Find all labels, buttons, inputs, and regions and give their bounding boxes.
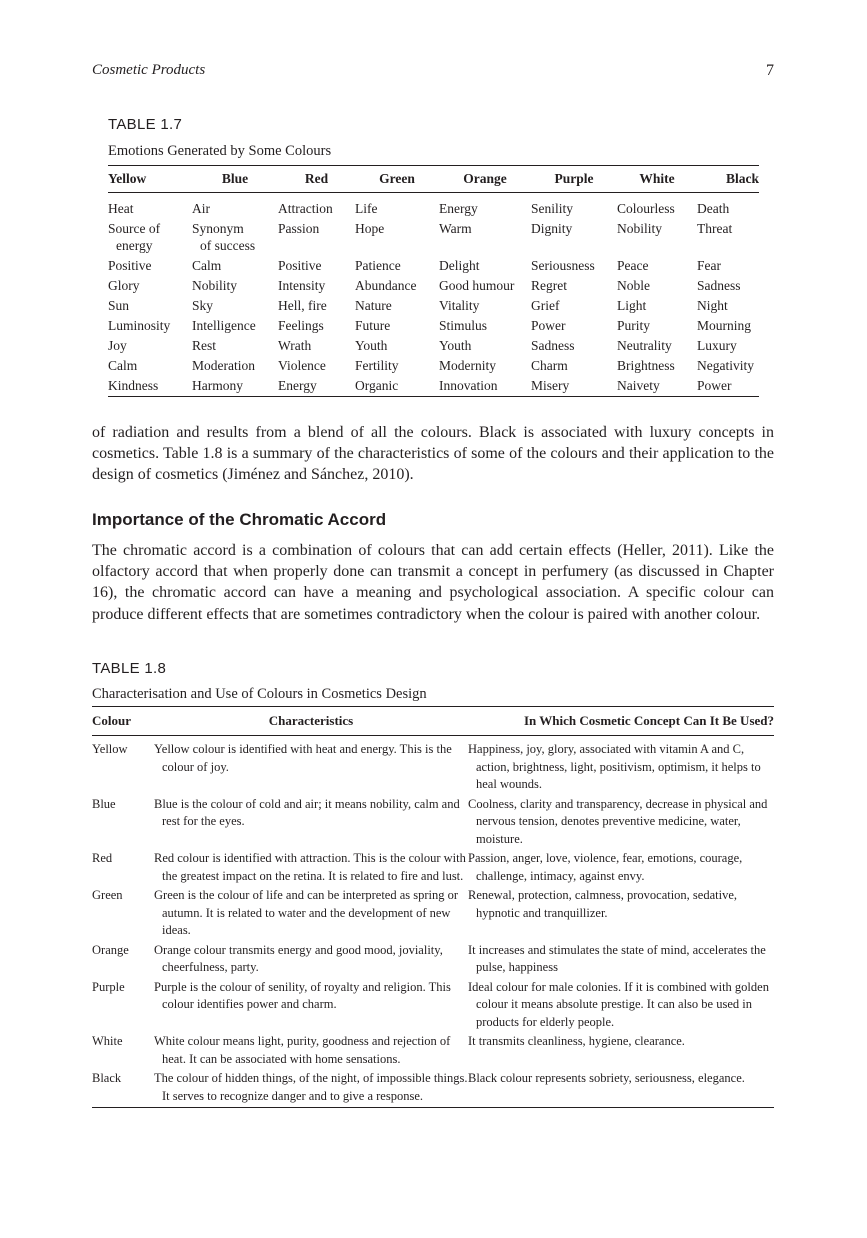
table-cell [108,356,192,376]
table-cell [617,296,697,316]
cell-line: Youth [355,338,388,353]
cell-line: Positive [108,258,152,273]
table-cell [108,276,192,296]
cell-line: Life [355,201,378,216]
table-row [92,741,774,796]
cell-line: Peace [617,258,649,273]
cell-line: Abundance [355,278,417,293]
table-cell [439,199,531,219]
cell-text: Coolness, clarity and transparency, decrease in physical and nervous tension, denotes preventive medicine, water, moisture. [468,796,768,846]
table-1-7-caption: Emotions Generated by Some Colours [108,143,332,159]
table-cell [439,219,531,256]
cell-line: Rest [192,338,217,353]
table-cell [531,276,617,296]
table-1-7-label: TABLE 1.7 [108,116,183,133]
table-cell [697,296,759,316]
table-row [108,336,759,356]
table-cell-colour [92,796,154,851]
cell-line: Fear [697,258,721,273]
table-1-7-header-cell: Purple [554,171,594,186]
header-colour: Colour [92,713,131,728]
table-cell [278,276,355,296]
cell-line: Violence [278,358,326,373]
cell-line: Attraction [278,201,333,216]
paragraph-2: The chromatic accord is a combination of colours that can add certain effects (Heller, 2011). Like the olfactory accord that when properly done can transmit a concept in perfumery (as discussed in Chapter 16), the chromatic accord can have a meaning and psychological association. A specific colour can produce different effects that are sometimes contradictory when the colour is paired with another colour. [92,542,774,623]
cell-line: Feelings [278,318,324,333]
cell-line: Power [697,378,732,393]
cell-text: Blue [92,796,116,811]
cell-text: Black colour represents sobriety, seriousness, elegance. [468,1071,745,1085]
cell-text: Happiness, joy, glory, associated with vitamin A and C, action, brightness, light, positivism, optimism, it helps to heal wounds. [468,742,761,791]
table-cell-characteristics [154,1033,468,1070]
cell-line: Patience [355,258,401,273]
table-cell [617,256,697,276]
cell-line: Senility [531,201,574,216]
table-cell [439,356,531,376]
cell-line: Calm [192,258,222,273]
cell-line: Death [697,201,730,216]
table-cell [355,219,439,256]
table-cell [531,199,617,219]
table-cell-characteristics [154,741,468,796]
table-cell [439,276,531,296]
table-1-8-header-row [92,707,774,736]
cell-line: Threat [697,221,733,236]
table-row [108,296,759,316]
table-cell [278,296,355,316]
table-cell [355,356,439,376]
cell-text: Yellow [92,742,128,756]
table-cell-concept [468,942,774,979]
table-cell [697,256,759,276]
table-cell [697,199,759,219]
table-cell [108,219,192,256]
cell-text: Blue is the colour of cold and air; it means nobility, calm and rest for the eyes. [154,796,460,828]
table-cell-colour [92,979,154,1034]
table-cell [617,336,697,356]
table-cell [617,376,697,397]
cell-line: Sky [192,298,214,313]
cell-line: Hell, fire [278,298,327,313]
cell-text: White colour means light, purity, goodness and rejection of heat. It can be associated with home sensations. [154,1034,451,1066]
cell-line: Sadness [531,338,575,353]
table-cell-concept [468,796,774,851]
cell-line: Joy [108,338,127,353]
cell-line: energy [116,238,153,253]
table-cell [355,376,439,397]
table-cell [697,219,759,256]
table-cell [108,256,192,276]
table-cell [355,276,439,296]
cell-line: Sadness [697,278,741,293]
table-cell [192,336,278,356]
table-cell [192,219,278,256]
table-cell [278,336,355,356]
cell-line: Brightness [617,358,675,373]
table-cell-characteristics [154,850,468,887]
table-cell-characteristics [154,942,468,979]
cell-line: Future [355,318,391,333]
table-row [92,850,774,887]
cell-line: Intelligence [192,318,256,333]
cell-text: White [92,1034,123,1048]
cell-line: Mourning [697,318,751,333]
cell-line: Good humour [439,278,515,293]
paragraph-1: of radiation and results from a blend of all the colours. Black is associated with luxury concepts in cosmetics. Table 1.8 is a summary of the characteristics of some of the colours and their application to the design of cosmetics (Jiménez and Sánchez, 2010). [92,424,774,484]
page-number: 7 [766,62,774,79]
cell-line: Nobility [617,221,663,236]
cell-line: Synonym [192,221,244,236]
cell-text: Ideal colour for male colonies. If it is combined with golden colour it means absolute prestige. It can also be used in products for elderly people. [468,979,769,1029]
table-cell [439,336,531,356]
header-concept: In Which Cosmetic Concept Can It Be Used? [523,713,774,728]
cell-line: Charm [531,358,568,373]
cell-text: Red colour is identified with attraction. This is the colour with the greatest impact on the retina. It is related to fire and lust. [154,851,466,883]
table-cell-concept [468,979,774,1034]
table-cell [617,219,697,256]
table-cell-characteristics [154,796,468,851]
cell-line: Negativity [697,358,754,373]
table-row [108,219,759,256]
table-cell [108,199,192,219]
table-cell [439,316,531,336]
table-cell [531,356,617,376]
table-cell [697,336,759,356]
cell-line: Night [697,298,728,313]
table-cell [355,336,439,356]
cell-line: Heat [108,201,134,216]
cell-text: Red [92,851,113,865]
cell-text: The colour of hidden things, of the night, of impossible things. It serves to recognize danger and to give a response. [154,1071,468,1103]
table-cell [617,276,697,296]
cell-line: Air [192,201,210,216]
cell-text: Orange colour transmits energy and good mood, joviality, cheerfulness, party. [154,942,443,974]
cell-line: of success [200,238,256,253]
table-cell [439,376,531,397]
table-row [108,356,759,376]
cell-line: Light [617,298,647,313]
cell-text: Purple [92,979,125,994]
cell-line: Colourless [617,201,675,216]
cell-line: Sun [108,298,130,313]
running-head-title: Cosmetic Products [92,62,206,78]
table-row [108,316,759,336]
cell-line: Seriousness [531,258,595,273]
cell-text: Renewal, protection, calmness, provocation, sedative, hypnotic and tranquillizer. [468,888,738,920]
cell-line: Innovation [439,378,498,393]
table-cell [617,199,697,219]
table-row [92,979,774,1034]
table-cell-concept [468,1033,774,1070]
cell-line: Vitality [439,298,480,313]
table-1-7-header-cell: Blue [221,171,249,186]
table-cell [192,316,278,336]
cell-text: Purple is the colour of senility, of royalty and religion. This colour identifies power and charm. [154,979,451,1011]
cell-line: Noble [617,278,650,293]
cell-line: Delight [439,258,480,273]
cell-line: Power [531,318,566,333]
table-cell-colour [92,741,154,796]
table-cell [192,376,278,397]
table-cell [697,376,759,397]
table-cell [108,316,192,336]
table-cell [697,356,759,376]
table-1-7 [108,165,759,397]
table-cell [278,199,355,219]
cell-line: Stimulus [439,318,488,333]
table-1-7-header-cell: Red [304,171,329,186]
table-cell [355,256,439,276]
cell-line: Harmony [192,378,243,393]
table-row [92,942,774,979]
table-1-7-header-cell: Green [379,171,415,186]
cell-text: Green is the colour of life and can be interpreted as spring or autumn. It is related to water and the development of new ideas. [154,888,459,937]
cell-line: Misery [531,378,570,393]
table-cell-colour [92,1033,154,1070]
cell-line: Purity [617,318,651,333]
cell-line: Energy [278,378,317,393]
table-cell [531,336,617,356]
table-cell [531,376,617,397]
cell-line: Nature [355,298,392,313]
table-cell [192,199,278,219]
table-cell-colour [92,1070,154,1108]
cell-line: Luxury [697,338,737,353]
cell-text: Green [92,888,123,902]
table-cell [617,356,697,376]
cell-line: Wrath [278,338,312,353]
table-cell [278,219,355,256]
table-cell [278,376,355,397]
table-cell [108,376,192,397]
cell-line: Naivety [617,378,660,393]
cell-line: Kindness [108,378,159,393]
table-cell-characteristics [154,1070,468,1108]
table-row [92,796,774,851]
table-cell-characteristics [154,887,468,942]
cell-line: Hope [355,221,385,236]
cell-line: Warm [439,221,472,236]
running-head [92,62,774,84]
table-1-8-caption: Characterisation and Use of Colours in Cosmetics Design [92,686,427,702]
cell-text: Passion, anger, love, violence, fear, emotions, courage, challenge, intimacy, against envy. [468,851,743,883]
table-cell [531,316,617,336]
table-row [92,1033,774,1070]
table-cell [192,276,278,296]
cell-text: Black [92,1071,122,1085]
cell-line: Fertility [355,358,399,373]
table-row [108,276,759,296]
table-cell [355,316,439,336]
table-cell-concept [468,1070,774,1108]
table-cell [531,219,617,256]
table-cell [697,276,759,296]
cell-line: Grief [531,298,560,313]
table-1-7-header-cell: Orange [463,171,507,186]
cell-line: Positive [278,258,322,273]
table-cell [531,256,617,276]
table-1-7-header-cell: Yellow [108,171,147,186]
section-heading: Importance of the Chromatic Accord [92,510,387,529]
header-characteristics: Characteristics [268,713,354,728]
table-cell [439,256,531,276]
table-cell [108,296,192,316]
cell-line: Passion [278,221,320,236]
cell-line: Glory [108,278,140,293]
table-cell [278,316,355,336]
table-cell [108,336,192,356]
cell-text: It transmits cleanliness, hygiene, clearance. [468,1034,685,1048]
cell-text: Yellow colour is identified with heat and energy. This is the colour of joy. [154,742,452,774]
table-cell-colour [92,942,154,979]
cell-line: Neutrality [617,338,672,353]
table-cell [278,356,355,376]
cell-line: Energy [439,201,478,216]
table-cell-concept [468,850,774,887]
table-cell [192,356,278,376]
cell-line: Regret [531,278,567,293]
table-cell [697,316,759,336]
table-cell-characteristics [154,979,468,1034]
cell-line: Luminosity [108,318,171,333]
table-row [108,376,759,397]
table-cell [192,256,278,276]
cell-line: Dignity [531,221,573,236]
cell-line: Modernity [439,358,496,373]
table-cell-colour [92,887,154,942]
table-1-7-header-row [108,166,759,193]
table-cell-concept [468,887,774,942]
table-row [108,256,759,276]
table-1-8 [92,706,774,1108]
table-cell [355,296,439,316]
table-row [108,199,759,219]
cell-text: It increases and stimulates the state of mind, accelerates the pulse, happiness [468,942,766,974]
cell-text: Orange [92,942,129,957]
table-1-7-header-cell: White [639,171,675,186]
cell-line: Moderation [192,358,255,373]
table-row [92,887,774,942]
table-cell [278,256,355,276]
cell-line: Organic [355,378,399,393]
table-cell [531,296,617,316]
table-cell-colour [92,850,154,887]
table-row [92,1070,774,1108]
table-1-7-header-cell: Black [725,171,759,186]
table-cell-concept [468,741,774,796]
table-cell [617,316,697,336]
cell-line: Calm [108,358,138,373]
cell-line: Nobility [192,278,238,293]
cell-line: Youth [439,338,472,353]
cell-line: Source of [108,221,161,236]
table-cell [192,296,278,316]
cell-line: Intensity [278,278,326,293]
table-cell [355,199,439,219]
table-cell [439,296,531,316]
table-1-8-label: TABLE 1.8 [92,660,167,677]
